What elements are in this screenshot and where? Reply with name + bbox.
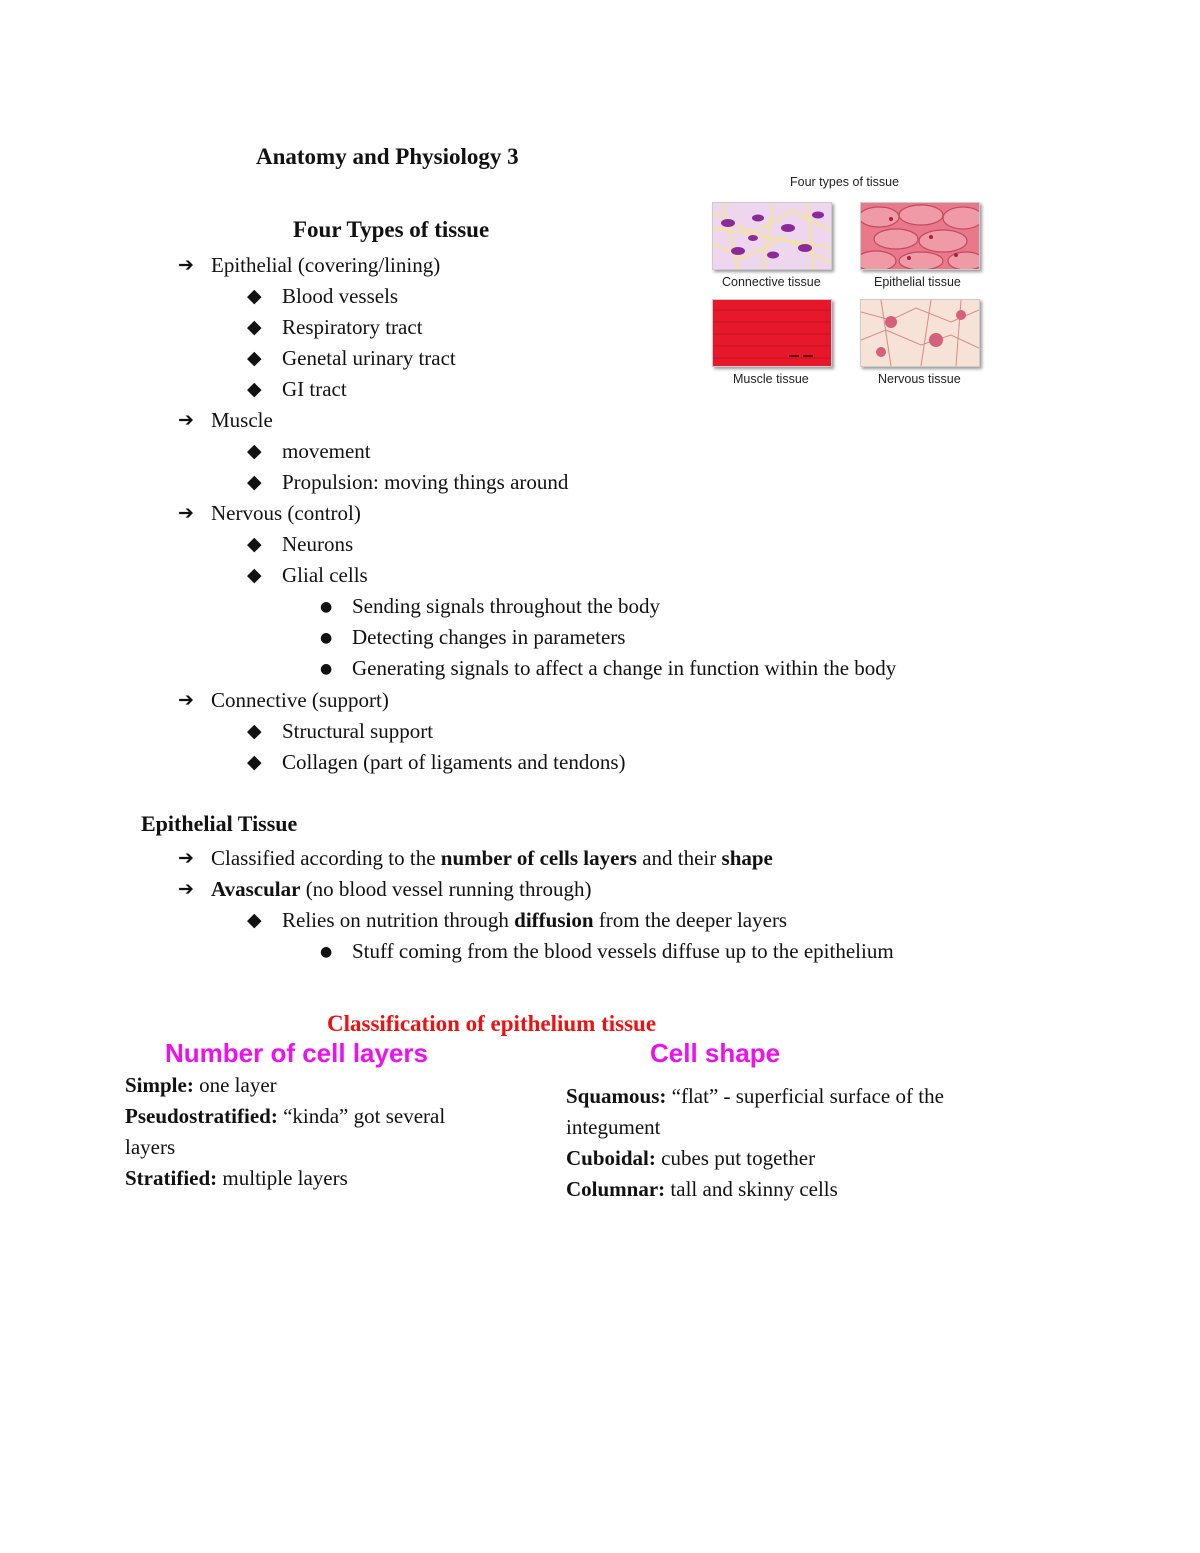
list-item: movement — [282, 439, 371, 463]
list-item: Genetal urinary tract — [282, 346, 456, 370]
list-item: Respiratory tract — [282, 315, 423, 339]
list-item: Blood vessels — [282, 284, 399, 308]
diamond-bullet-icon: ◆ — [247, 440, 262, 462]
cell-shape-heading: Cell shape — [650, 1038, 781, 1068]
diamond-bullet-icon: ◆ — [247, 316, 262, 338]
list-item: Relies on nutrition through diffusion from the deeper layers — [282, 908, 788, 932]
list-item: Structural support — [282, 719, 434, 743]
arrow-right-icon: ➔ — [178, 689, 194, 711]
list-item: Sending signals throughout the body — [352, 594, 660, 618]
dot-bullet-icon: ● — [320, 599, 333, 615]
list-item: Columnar: tall and skinny cells — [566, 1177, 838, 1201]
list-item: Collagen (part of ligaments and tendons) — [282, 750, 626, 774]
list-item: Neurons — [282, 532, 354, 556]
list-item: Stratified: multiple layers — [125, 1166, 348, 1190]
nervous-tissue-image — [860, 299, 980, 367]
diamond-bullet-icon: ◆ — [247, 909, 262, 931]
list-item: Pseudostratified: “kinda” got several — [125, 1104, 446, 1128]
diamond-bullet-icon: ◆ — [247, 533, 262, 555]
diamond-bullet-icon: ◆ — [247, 751, 262, 773]
list-item: Connective (support) — [211, 688, 389, 712]
list-item: Classified according to the number of cells layers and their shape — [211, 846, 773, 870]
diamond-bullet-icon: ◆ — [247, 378, 262, 400]
list-item: Nervous (control) — [211, 501, 361, 525]
four-types-heading: Four Types of tissue — [293, 217, 490, 242]
classification-heading: Classification of epithelium tissue — [327, 1011, 657, 1036]
epithelial-tissue-heading: Epithelial Tissue — [141, 811, 298, 836]
diamond-bullet-icon: ◆ — [247, 564, 262, 586]
cell-layers-list — [125, 1070, 445, 1194]
muscle-tissue-label: Muscle tissue — [733, 372, 809, 386]
list-item: Epithelial (covering/lining) — [211, 253, 441, 277]
diamond-bullet-icon: ◆ — [247, 720, 262, 742]
arrow-right-icon: ➔ — [178, 847, 194, 869]
list-item: Avascular (no blood vessel running through) — [211, 877, 592, 901]
connective-tissue-label: Connective tissue — [722, 275, 821, 289]
list-item: layers — [125, 1135, 176, 1159]
list-item: Propulsion: moving things around — [282, 470, 569, 494]
list-item: Cuboidal: cubes put together — [566, 1146, 816, 1170]
muscle-tissue-image — [712, 299, 832, 367]
epithelial-tissue-image — [860, 202, 980, 270]
dot-bullet-icon: ● — [320, 630, 333, 646]
diamond-bullet-icon: ◆ — [247, 285, 262, 307]
arrow-right-icon: ➔ — [178, 878, 194, 900]
arrow-right-icon: ➔ — [178, 254, 194, 276]
list-item: Muscle — [211, 408, 273, 432]
nervous-tissue-label: Nervous tissue — [878, 372, 961, 386]
connective-tissue-image — [712, 202, 832, 270]
cell-shape-list — [566, 1081, 944, 1205]
list-item: Glial cells — [282, 563, 368, 587]
list-item: integument — [566, 1115, 661, 1139]
cell-layers-heading: Number of cell layers — [165, 1038, 428, 1068]
dot-bullet-icon: ● — [320, 661, 333, 677]
epithelial-tissue-label: Epithelial tissue — [874, 275, 961, 289]
document-title: Anatomy and Physiology 3 — [256, 144, 519, 169]
list-item: Squamous: “flat” - superficial surface of the — [566, 1084, 944, 1108]
diamond-bullet-icon: ◆ — [247, 471, 262, 493]
arrow-right-icon: ➔ — [178, 502, 194, 524]
list-item: GI tract — [282, 377, 347, 401]
diamond-bullet-icon: ◆ — [247, 347, 262, 369]
list-item: Stuff coming from the blood vessels diffuse up to the epithelium — [352, 939, 894, 963]
dot-bullet-icon: ● — [320, 944, 333, 960]
arrow-right-icon: ➔ — [178, 409, 194, 431]
list-item: Simple: one layer — [125, 1073, 277, 1097]
list-item: Detecting changes in parameters — [352, 625, 626, 649]
figure-caption: Four types of tissue — [790, 175, 900, 189]
list-item: Generating signals to affect a change in function within the body — [352, 656, 897, 680]
